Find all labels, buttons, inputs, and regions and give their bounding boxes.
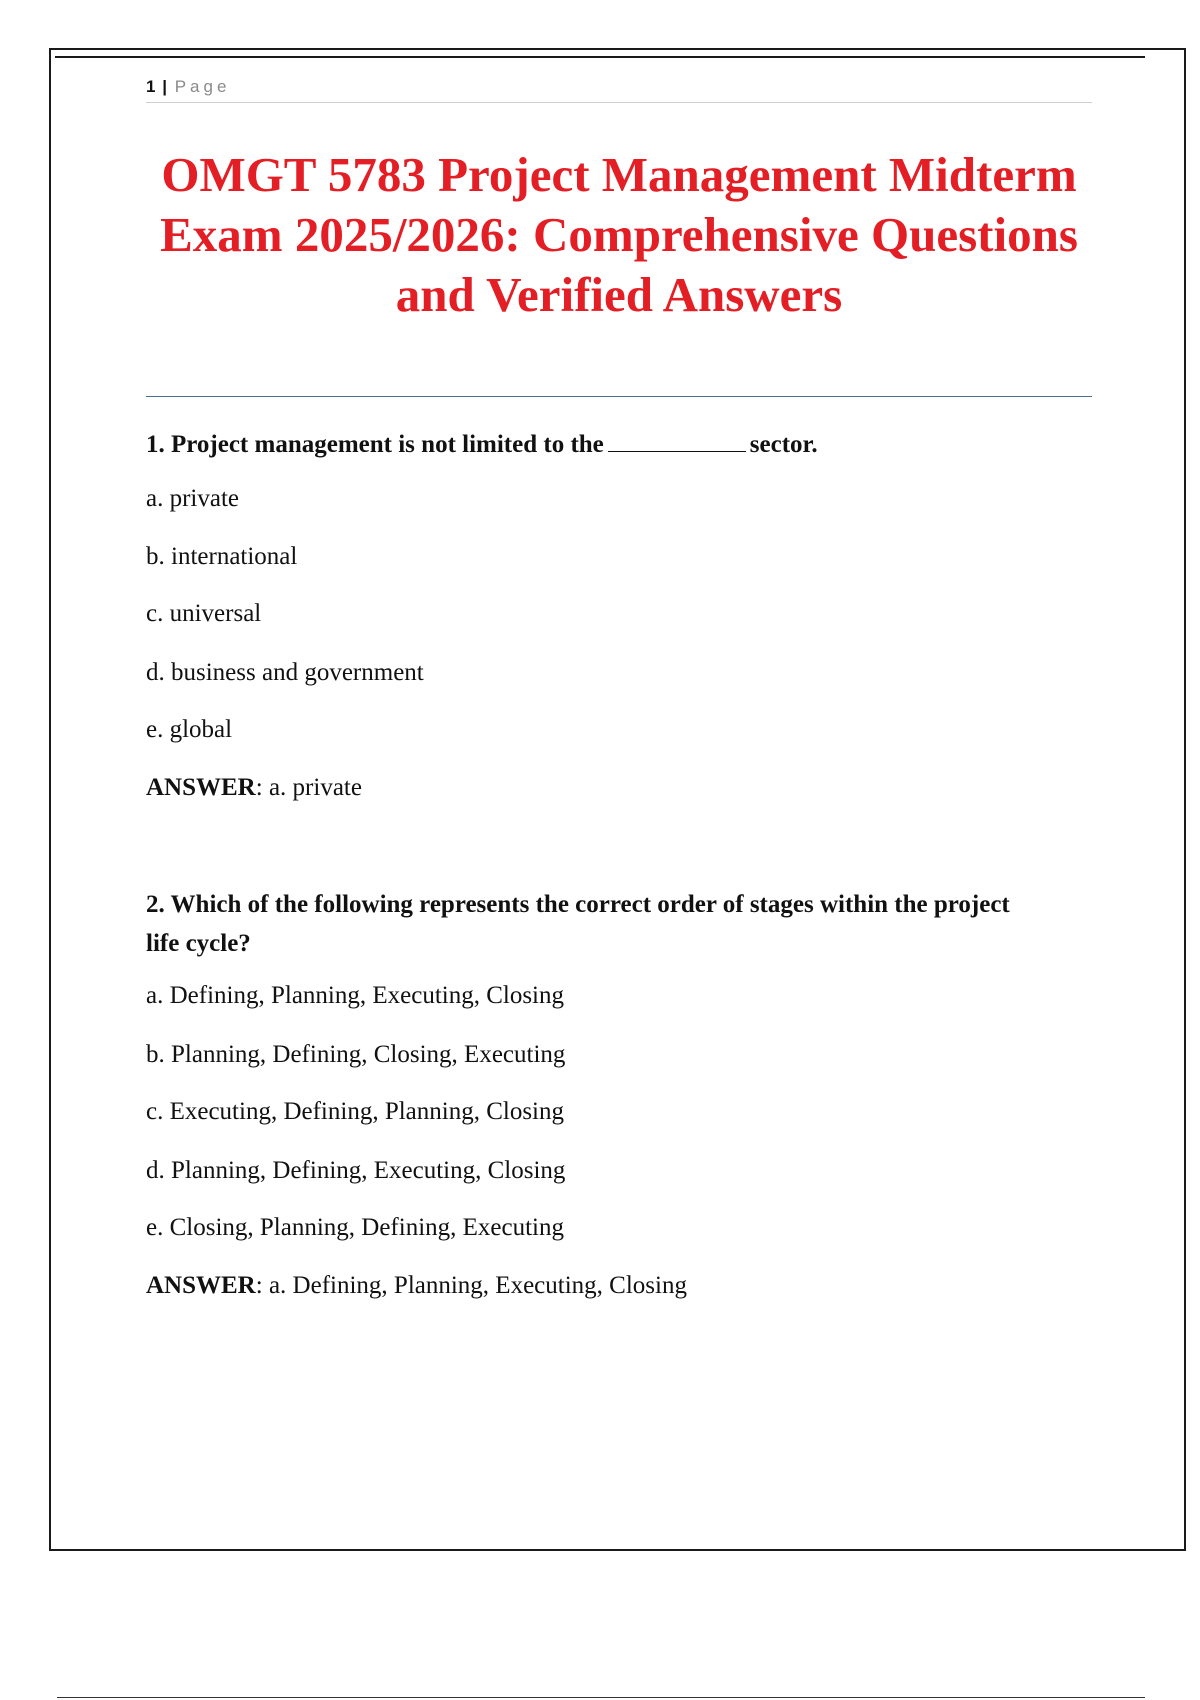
question-1-option-d: d. business and government [146, 659, 424, 686]
page-separator: | [162, 77, 167, 96]
question-2-option-e: e. Closing, Planning, Defining, Executing [146, 1214, 565, 1241]
question-2-option-b: b. Planning, Defining, Closing, Executing [146, 1041, 566, 1068]
page-header [146, 74, 1092, 103]
question-1-prompt-end: sector. [749, 431, 818, 458]
question-1-option-b: b. international [146, 543, 298, 570]
question-1-option-a: a. private [146, 485, 240, 512]
question-2-option-a: a. Defining, Planning, Executing, Closing [146, 982, 565, 1009]
question-1-option-c: c. universal [146, 600, 262, 627]
answer-label: ANSWER [146, 1272, 256, 1299]
question-2-option-d: d. Planning, Defining, Executing, Closing [146, 1157, 566, 1184]
question-1-prompt-start: 1. Project management is not limited to the [146, 431, 604, 458]
page-number: 1 [146, 77, 156, 96]
question-1-answer [146, 773, 362, 803]
fill-in-blank [608, 427, 746, 452]
answer-value: : a. Defining, Planning, Executing, Closing [255, 1272, 687, 1299]
page-label: Page [174, 77, 231, 96]
top-rule [55, 56, 1145, 58]
question-1-option-e: e. global [146, 716, 233, 743]
answer-value: : a. private [255, 774, 362, 801]
question-2-option-c: c. Executing, Defining, Planning, Closing [146, 1098, 565, 1125]
question-2-answer [146, 1271, 687, 1301]
document-title: OMGT 5783 Project Management Midterm Exam 2025/2026: Comprehensive Questions and Verified Answers [160, 147, 1078, 322]
question-1-prompt [146, 425, 1092, 464]
bottom-rule [57, 1697, 1145, 1698]
answer-label: ANSWER [146, 774, 256, 801]
question-1 [146, 425, 1092, 815]
question-2-prompt: 2. Which of the following represents the correct order of stages within the project life cycle? [146, 891, 1010, 957]
title-divider [146, 396, 1092, 397]
question-2 [146, 885, 1092, 1315]
